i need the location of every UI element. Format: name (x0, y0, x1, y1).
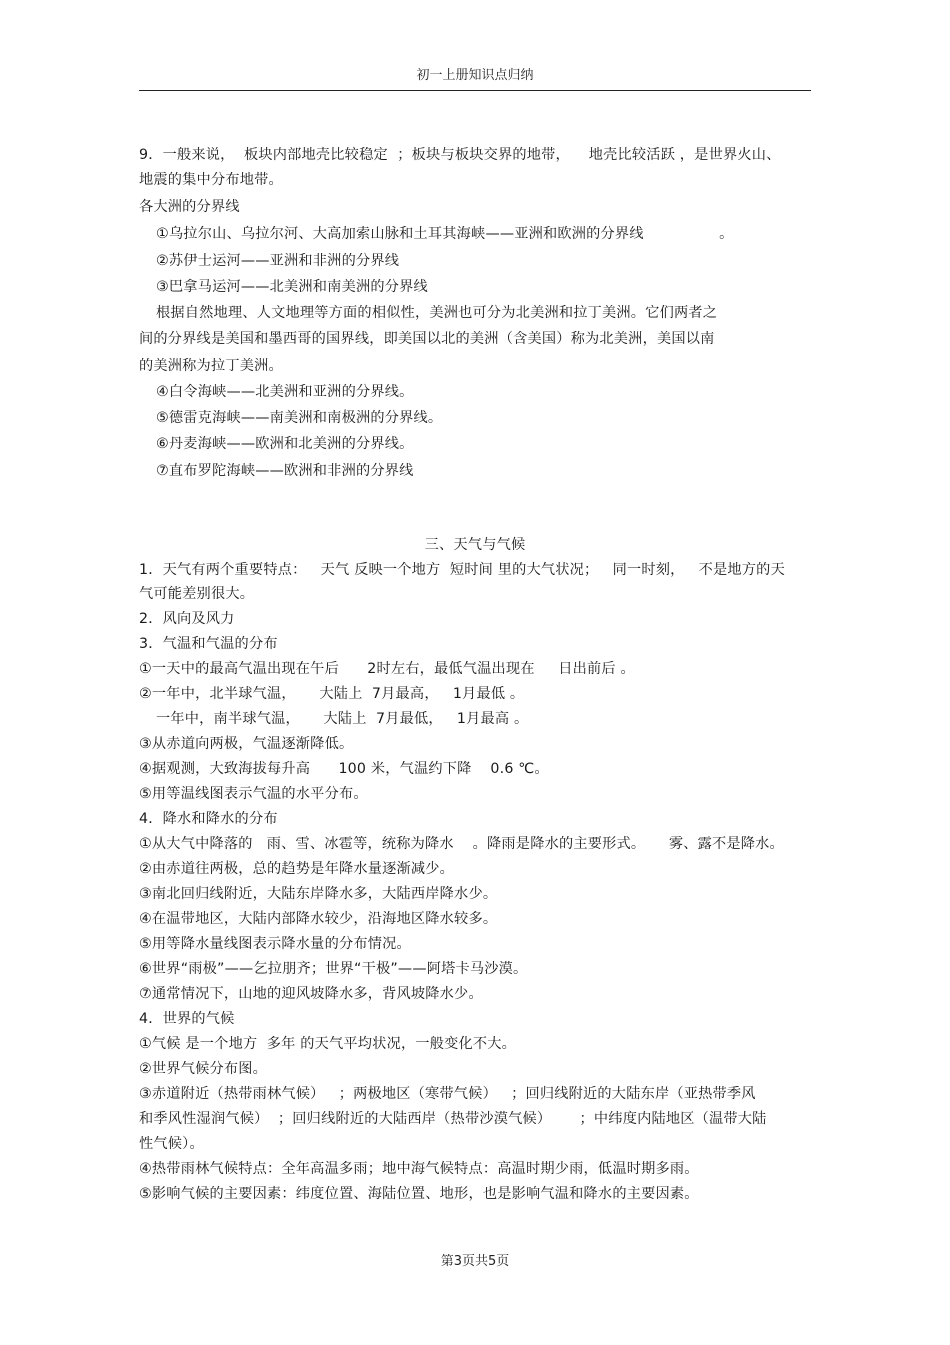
list-item: ⑥丹麦海峡——欧洲和北美洲的分界线。 (156, 436, 414, 452)
list-item: ④在温带地区，大陆内部降水较少，沿海地区降水较多。 (139, 911, 498, 927)
header-divider (139, 90, 811, 91)
text-line: 9．一般来说， 板块内部地壳比较稳定 ；板块与板块交界的地带， 地壳比较活跃 ，是世界火山、 (139, 147, 781, 163)
list-item: ①一天中的最高气温出现在午后 2时左右，最低气温出现在 日出前后 。 (139, 661, 635, 677)
list-item: ①乌拉尔山、乌拉尔河、大高加索山脉和土耳其海峡——亚洲和欧洲的分界线 。 (156, 226, 734, 242)
list-item: ③巴拿马运河——北美洲和南美洲的分界线 (156, 279, 428, 295)
page-header: 初一上册知识点归纳 (416, 68, 534, 83)
text-line: 的美洲称为拉丁美洲。 (139, 358, 283, 374)
list-item: ⑦通常情况下，山地的迎风坡降水多，背风坡降水少。 (139, 986, 483, 1002)
text-line: 间的分界线是美国和墨西哥的国界线，即美国以北的美洲（含美国）称为北美洲，美国以南 (139, 331, 715, 347)
list-item: ②一年中，北半球气温， 大陆上 7月最高， 1月最低 。 (139, 686, 525, 702)
list-item: ①从大气中降落的 雨、雪、冰雹等，统称为降水 。降雨是降水的主要形式。 雾、露不是降水。 (139, 836, 784, 852)
list-item: ④白令海峡——北美洲和亚洲的分界线。 (156, 384, 414, 400)
text-line: 气可能差别很大。 (139, 586, 255, 602)
page-number: 第3页共5页 (440, 1254, 510, 1269)
text-line: 1．天气有两个重要特点： 天气 反映一个地方 短时间 里的大气状况； 同一时刻， 不是地方的天 (139, 562, 785, 578)
list-item: ⑤德雷克海峡——南美洲和南极洲的分界线。 (156, 410, 443, 426)
list-item: 一年中，南半球气温， 大陆上 7月最低， 1月最高 。 (156, 711, 529, 727)
list-item: ④热带雨林气候特点：全年高温多雨；地中海气候特点：高温时期少雨，低温时期多雨。 (139, 1161, 699, 1177)
section-title: 三、天气与气候 (424, 537, 526, 553)
text-line: 根据自然地理、人文地理等方面的相似性，美洲也可分为北美洲和拉丁美洲。它们两者之 (156, 305, 718, 321)
text-line: 和季风性湿润气候） ；回归线附近的大陆西岸（热带沙漠气候） ；中纬度内陆地区（温带大陆 (139, 1111, 767, 1127)
list-item: ②苏伊士运河——亚洲和非洲的分界线 (156, 253, 400, 269)
list-item: ⑦直布罗陀海峡——欧洲和非洲的分界线 (156, 463, 414, 479)
list-item: ②世界气候分布图。 (139, 1061, 268, 1077)
list-item: ⑤用等温线图表示气温的水平分布。 (139, 786, 368, 802)
list-item: ④据观测，大致海拔每升高 100 米，气温约下降 0.6 ℃。 (139, 761, 549, 777)
subheading: 4．降水和降水的分布 (139, 811, 278, 827)
list-item: ⑤影响气候的主要因素：纬度位置、海陆位置、地形，也是影响气温和降水的主要因素。 (139, 1186, 699, 1202)
subheading: 3．气温和气温的分布 (139, 636, 278, 652)
list-item: ③赤道附近（热带雨林气候） ；两极地区（寒带气候） ；回归线附近的大陆东岸（亚热带季风 (139, 1086, 756, 1102)
list-item: ①气候 是一个地方 多年 的天气平均状况，一般变化不大。 (139, 1036, 517, 1052)
list-item: ⑤用等降水量线图表示降水量的分布情况。 (139, 936, 411, 952)
list-item: ②由赤道往两极，总的趋势是年降水量逐渐减少。 (139, 861, 455, 877)
list-item: ⑥世界“雨极”——乞拉朋齐；世界“干极”——阿塔卡马沙漠。 (139, 961, 528, 977)
section-heading: 各大洲的分界线 (139, 199, 240, 215)
list-item: ③南北回归线附近，大陆东岸降水多，大陆西岸降水少。 (139, 886, 498, 902)
list-item: ③从赤道向两极，气温逐渐降低。 (139, 736, 354, 752)
subheading: 4．世界的气候 (139, 1011, 235, 1027)
text-line: 地震的集中分布地带。 (139, 172, 283, 188)
subheading: 2．风向及风力 (139, 611, 235, 627)
text-line: 性气候）。 (139, 1136, 204, 1152)
